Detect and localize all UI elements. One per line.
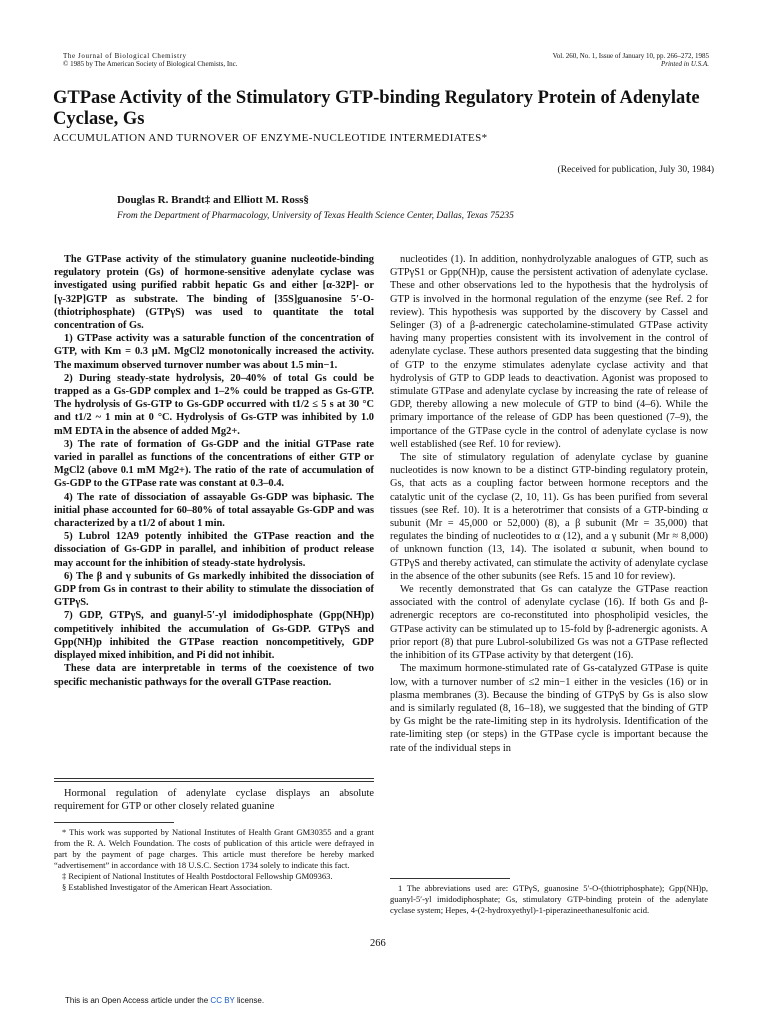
article-subtitle: ACCUMULATION AND TURNOVER OF ENZYME-NUCLEOTIDE INTERMEDIATES* (53, 132, 488, 144)
footer-suffix: license. (236, 996, 265, 1005)
journal-header (63, 52, 238, 68)
abstract-paragraph: 6) The β and γ subunits of Gs markedly inhibited the dissociation of GDP from Gs in contrast to their ability to stimulate the dissociation of GTPγS. (54, 570, 374, 609)
printed-line: Printed in U.S.A. (660, 60, 709, 68)
copyright-line: © 1985 by The American Society of Biological Chemists, Inc. (63, 60, 238, 68)
affiliation: From the Department of Pharmacology, University of Texas Health Science Center, Dallas, Texas 75235 (117, 211, 514, 221)
body-right-column (390, 253, 708, 755)
abstract-paragraph: 4) The rate of dissociation of assayable Gs-GDP was biphasic. The initial phase accounted for 60–80% of total assayable Gs-GDP and was characterized by a t1/2 of about 1 min. (54, 491, 374, 530)
footnote: ‡ Recipient of National Institutes of Health Postdoctoral Fellowship GM09363. (62, 871, 333, 881)
abstract-paragraph: 7) GDP, GTPγS, and guanyl-5′-yl imidodiphosphate (Gpp(NH)p) competitively inhibited the accumulation of Gs-GDP. GTPγS and Gpp(NH)p inhibited the GTPase reaction noncompetitively, GDP displayed mixed inhibition, and Pi did not inhibit. (54, 610, 374, 662)
footnotes-right (390, 883, 708, 916)
abstract-paragraph: 3) The rate of formation of Gs-GDP and the initial GTPase rate varied in parallel as functions of the concentrations of either GTP or MgCl2 (above 0.1 mM Mg2+). The ratio of the rate of accumulation of Gs-GDP to the GTPase rate was constant at 0.3–0.4. (54, 438, 374, 490)
footnote: * This work was supported by National Institutes of Health Grant GM30355 and a grant from the R. A. Welch Foundation. The costs of publication of this article were defrayed in part by the payment of page charges. This article must therefore be hereby marked “advertisement” in accordance with 18 U.S.C. Section 1734 solely to indicate this fact. (54, 827, 374, 870)
abstract-paragraph: The GTPase activity of the stimulatory guanine nucleotide-binding regulatory protein (Gs) of hormone-sensitive adenylate cyclase was investigated using purified rabbit hepatic Gs and either [α-32P]- or [γ-32P]GTP as substrate. The binding of [35S]guanosine 5′-O-(thiotriphosphate) (GTPγS) was used to quantitate the total concentration of Gs. (54, 254, 374, 332)
body-paragraph: nucleotides (1). In addition, nonhydrolyzable analogues of GTP, such as GTPγS1 or Gpp(NH)p, cause the persistent activation of adenylate cyclase. These and other observations led to the hypothesis that the hydrolysis of GTP is involved in the hormonal regulation of the enzyme (see Ref. 2 for review). This hypothesis was supported by the discovery by Cassel and Selinger (3) of a β-adrenergic catecholamine-stimulated GTPase activity having many properties consistent with its involvement in the control of adenylate cyclase. These authors presented data suggesting that the binding of GTP to the enzyme stimulates adenylate cyclase activity and that hydrolysis of GTP to GDP leads to deactivation. Agonist was proposed to stimulate GTPase and adenylate cyclase by increasing the rate of release of GDP, thereby allowing a new molecule of GTP to bind (4–6). While the primary importance of the release of GDP has been questioned (7–9), the importance of the GTPase cycle in the control of adenylate cyclase is now well established (see Ref. 10 for review). (390, 254, 708, 450)
footnote-rule (54, 822, 174, 823)
footer-text: This is an Open Access article under the (65, 996, 209, 1005)
body-paragraph: The site of stimulatory regulation of adenylate cyclase by guanine nucleotides is now known to be a distinct GTP-binding regulatory protein, Gs, that acts as a coupling factor between hormone receptors and the catalytic unit of the cyclase (2, 10, 11). Gs has been purified from several tissues (see Ref. 10). It is a heterotrimer that consists of a GTP-binding α subunit (Mr = 45,000 or 52,000) (8), a β subunit (Mr = 35,000) that regulates the binding of nucleotides to α (12), and a γ subunit (Mr ≈ 8,000) of unknown function (13, 14). The isolated α subunit, when bound to GTPγS and thereby activated, can stimulate the activity of adenylate cyclase in the absence of the other subunits (see Refs. 15 and 10 for review). (390, 452, 708, 582)
page-number: 266 (370, 938, 386, 949)
journal-name: The Journal of Biological Chemistry (63, 52, 187, 60)
body-paragraph: The maximum hormone-stimulated rate of Gs-catalyzed GTPase is quite low, with a turnover number of ≤2 min−1 either in the vesicles (16) or in plasma membranes (3). Because the binding of GTPγS by Gs is also slow and is similarly regulated (8, 16–18), we suggested that the binding of GTP by Gs might be the rate-limiting step in its hydrolysis. Identification of the rate-limiting step (or steps) in the GTPase cycle is important because the rate of the individual steps in (390, 663, 708, 754)
abstract (54, 253, 374, 689)
footnote-rule-right (390, 878, 510, 879)
article-title: GTPase Activity of the Stimulatory GTP-binding Regulatory Protein of Adenylate Cyclase, Gs (53, 88, 700, 129)
license-link[interactable]: CC BY (210, 996, 235, 1005)
author-list: Douglas R. Brandt‡ and Elliott M. Ross§ (117, 194, 309, 206)
received-date: (Received for publication, July 30, 1984) (557, 165, 714, 175)
abstract-paragraph: 2) During steady-state hydrolysis, 20–40% of total Gs could be trapped as a Gs-GDP complex and 1–2% could be trapped as Gs-GTP. The hydrolysis of Gs-GTP to Gs-GDP occurred with t1/2 ≤ 5 s at 30 °C and t1/2 ~ 1 min at 0 °C. Hydrolysis of Gs-GTP was inhibited by 1.0 mM EDTA in the absence of added Mg2+. (54, 372, 374, 437)
abstract-paragraph: 1) GTPase activity was a saturable function of the concentration of GTP, with Km = 0.3 μM. MgCl2 monotonically increased the activity. The maximum observed turnover number was about 1.5 min−1. (54, 333, 374, 371)
body-paragraph: We recently demonstrated that Gs can catalyze the GTPase reaction associated with the control of adenylate cyclase (16). If both Gs and β-adrenergic receptors are co-reconstituted into phospholipid vesicles, the GTPase activity can be stimulated up to 15-fold by β-adrenergic agonists. A prior report (8) that pure Lubrol-solubilized Gs was not a GTPase reflected the inhibition of its GTPase activity by that detergent (16). (390, 584, 708, 662)
abstract-paragraph: These data are interpretable in terms of the coexistence of two specific mechanistic pathways for the overall GTPase reaction. (54, 663, 374, 688)
issue-line: Vol. 260, No. 1, Issue of January 10, pp. 266–272, 1985 (552, 52, 709, 60)
abstract-paragraph: 5) Lubrol 12A9 potently inhibited the GTPase reaction and the dissociation of Gs-GDP in parallel, and inhibition of product release may account for the inhibition of steady-state hydrolysis. (54, 531, 374, 569)
intro-paragraph: Hormonal regulation of adenylate cyclase displays an absolute requirement for GTP or other closely related guanine (54, 788, 374, 813)
issue-header (553, 52, 709, 68)
open-access-footer (65, 996, 264, 1005)
footnote: § Established Investigator of the American Heart Association. (62, 882, 273, 892)
footnote: 1 The abbreviations used are: GTPγS, guanosine 5′-O-(thiotriphosphate); Gpp(NH)p, guanyl-5′-yl imidodiphosphate; Gs, stimulatory GTP-binding protein of the adenylate cyclase system; Hepes, 4-(2-hydroxyethyl)-1-piperazineethanesulfonic acid. (390, 883, 708, 915)
footnotes-left (54, 827, 374, 893)
abstract-divider (54, 778, 374, 779)
abstract-divider-double (54, 781, 374, 782)
